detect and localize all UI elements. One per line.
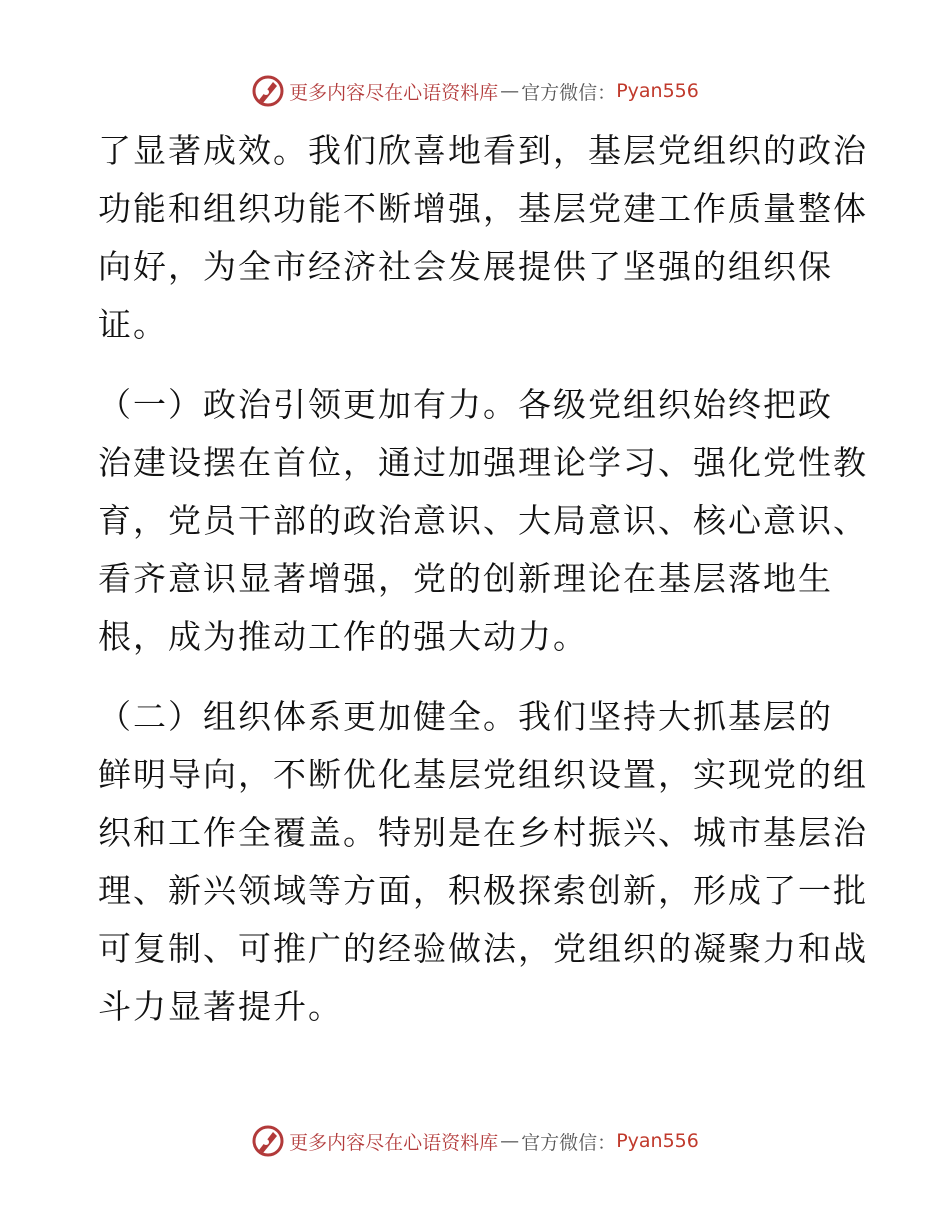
footer-watermark: [0, 1124, 950, 1158]
text-line: 治建设摆在首位，通过加强理论学习、强化党性教: [98, 443, 868, 482]
watermark-text: 更多内容尽在心语资料库: [289, 81, 499, 104]
watermark-logo-icon: [251, 1124, 285, 1158]
text-line: 功能和组织功能不断增强，基层党建工作质量整体: [98, 189, 868, 228]
text-line: （二）组织体系更加健全。我们坚持大抓基层的: [98, 697, 833, 736]
watermark-wechat-id: Pyan556: [616, 1130, 699, 1152]
watermark-label: 官方微信：: [521, 81, 617, 104]
watermark-text: 更多内容尽在心语资料库: [289, 1131, 499, 1154]
text-line: 看齐意识显著增强，党的创新理论在基层落地生: [98, 559, 833, 598]
watermark-wechat-id: Pyan556: [616, 80, 699, 102]
document-body: [98, 122, 868, 1036]
paragraph: [98, 122, 868, 354]
text-line: 可复制、可推广的经验做法，党组织的凝聚力和战: [98, 929, 868, 968]
watermark-dash: —: [500, 80, 520, 102]
watermark-logo-icon: [251, 74, 285, 108]
paragraph: [98, 376, 868, 666]
header-watermark: [0, 74, 950, 108]
text-line: 向好，为全市经济社会发展提供了坚强的组织保: [98, 247, 833, 286]
text-line: （一）政治引领更加有力。各级党组织始终把政: [98, 385, 833, 424]
text-line: 鲜明导向，不断优化基层党组织设置，实现党的组: [98, 755, 868, 794]
text-line: 证。: [98, 305, 168, 344]
watermark-label: 官方微信：: [521, 1131, 617, 1154]
watermark-dash: —: [500, 1130, 520, 1152]
text-line: 育，党员干部的政治意识、大局意识、核心意识、: [98, 501, 868, 540]
paragraph: [98, 688, 868, 1036]
text-line: 斗力显著提升。: [98, 987, 343, 1026]
text-line: 根，成为推动工作的强大动力。: [98, 617, 588, 656]
text-line: 了显著成效。我们欣喜地看到，基层党组织的政治: [98, 131, 868, 170]
text-line: 理、新兴领域等方面，积极探索创新，形成了一批: [98, 871, 868, 910]
text-line: 织和工作全覆盖。特别是在乡村振兴、城市基层治: [98, 813, 868, 852]
